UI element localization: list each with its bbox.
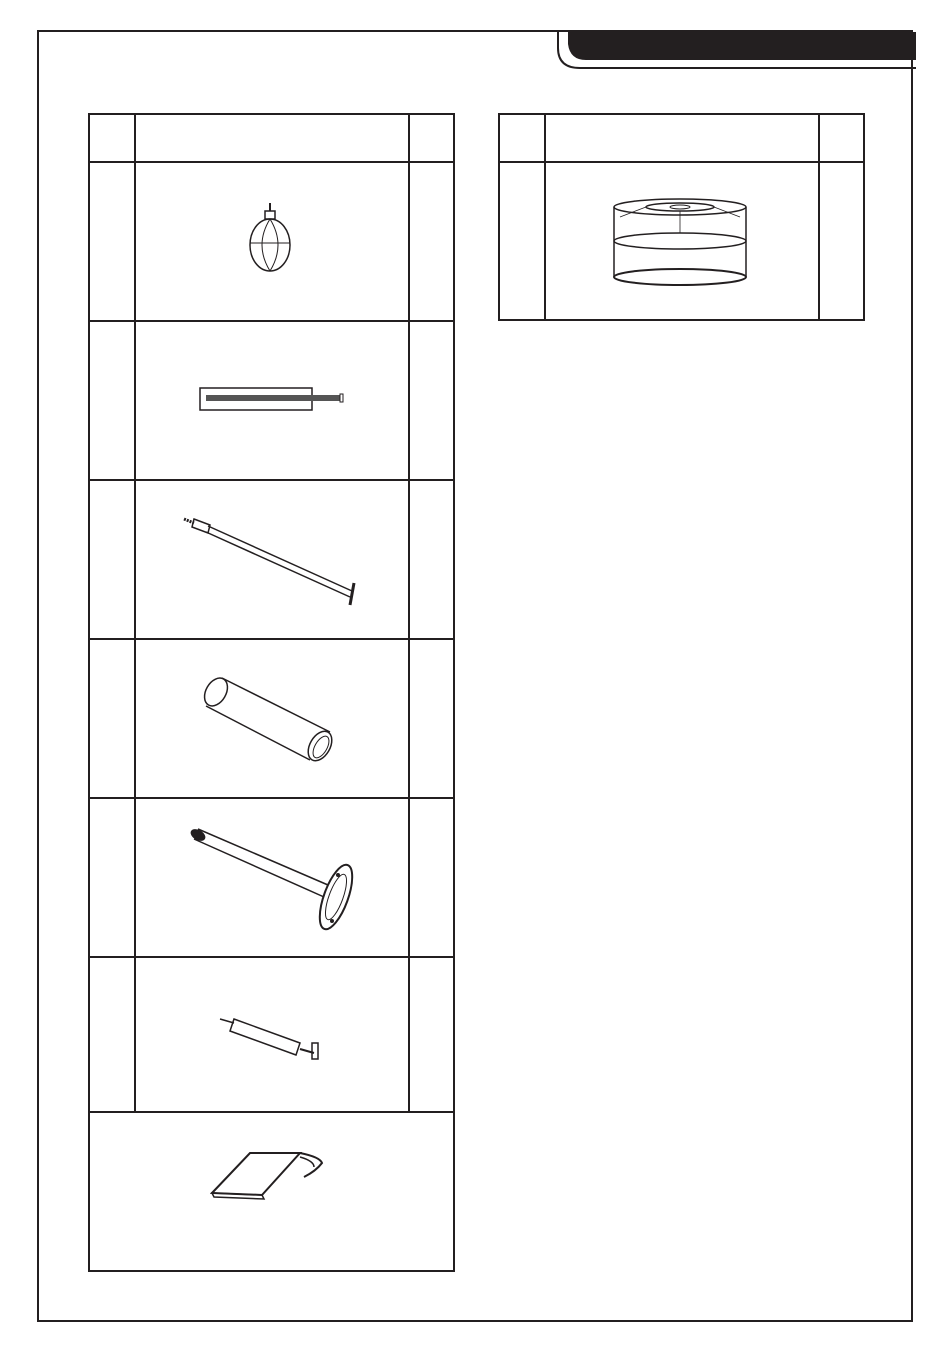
storage-bag-icon [210,1143,340,1203]
table-row [90,956,453,1115]
table-row [90,1111,453,1274]
table-row [90,638,453,797]
table-row [90,797,453,956]
wrench-bar-icon [198,384,348,414]
table-row [90,479,453,638]
section-header-tab [556,30,916,70]
table-header-row [90,115,453,161]
foam-tube-icon [200,670,350,770]
parts-table-right [498,113,865,321]
speed-bag-icon [240,203,304,275]
parts-table-left [88,113,455,1272]
table-row [90,320,453,479]
base-pole-icon [188,825,368,935]
table-header-row [500,115,863,161]
table-row [90,161,453,320]
threaded-rod-icon [180,513,365,608]
weight-base-icon [610,197,750,289]
table-row [500,161,863,321]
hand-pump-icon [218,1013,328,1063]
